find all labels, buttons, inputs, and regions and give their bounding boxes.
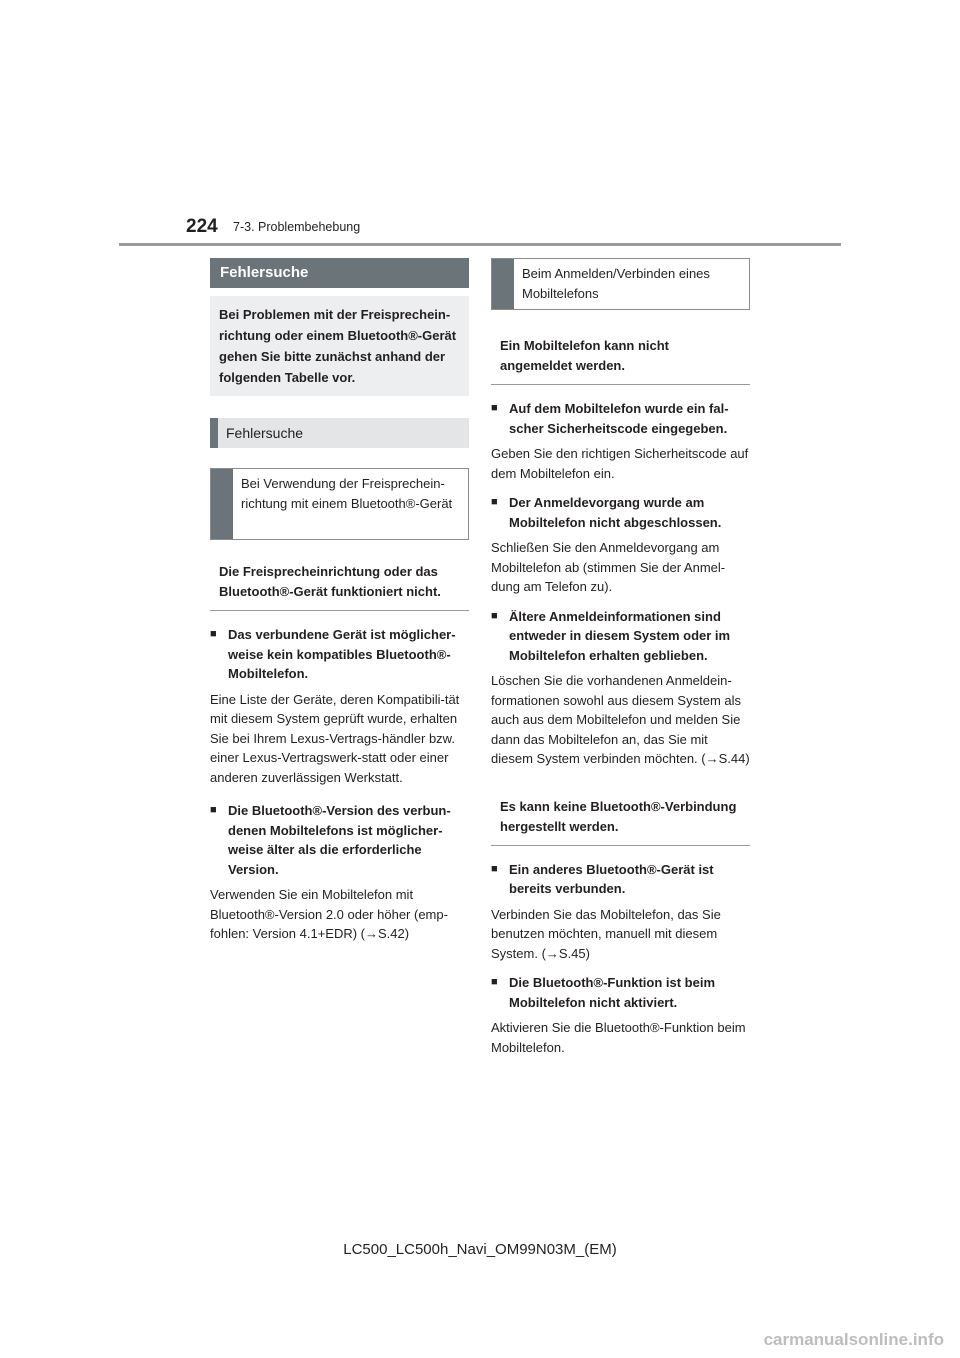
remedy-text: Verwenden Sie ein Mobiltelefon mit Bluetooth®-Version 2.0 oder höher (emp-fohlen: Version 4.1+EDR) (→S.42) xyxy=(210,887,448,941)
black-square-bullet-icon: ■ xyxy=(210,804,217,816)
cause-text: Das verbundene Gerät ist möglicher-weise kein kompatibles Bluetooth®-Mobiltelefon. xyxy=(228,627,456,681)
remedy-text: Eine Liste der Geräte, deren Kompatibili-tät mit diesem System geprüft wurde, erhalten Sie bei Ihrem Lexus-Vertrags-händler bzw. einer Lexus-Vertragswerk-statt oder einer anderen zuverlässigen Werkstatt. xyxy=(210,691,460,785)
black-square-bullet-icon: ■ xyxy=(491,976,498,988)
remedy-text: Löschen Sie die vorhandenen Anmeldein-formationen sowohl aus diesem System als auch aus dem Mobiltelefon und melden Sie dann das Mobiltelefon an, das Sie mit diesem System verbinden möchten. (→S.44) xyxy=(491,673,750,766)
cause-item xyxy=(210,625,469,684)
black-square-bullet-icon: ■ xyxy=(491,862,498,875)
remedy-text: Verbinden Sie das Mobiltelefon, das Sie benutzen möchten, manuell mit diesem System. (→S.45) xyxy=(491,906,721,961)
cause-text: Auf dem Mobiltelefon wurde ein fal-scher Sicherheitscode eingegeben. xyxy=(509,401,729,436)
cause-item xyxy=(491,607,750,666)
black-square-bullet-icon: ■ xyxy=(491,402,498,414)
remedy-text: Schließen Sie den Anmeldevorgang am Mobiltelefon ab (stimmen Sie der Anmel-dung am Telefon zu). xyxy=(491,540,726,594)
topic-bar xyxy=(211,469,233,539)
footer-code: LC500_LC500h_Navi_OM99N03M_(EM) xyxy=(343,1241,617,1258)
cause-text: Der Anmeldevorgang wurde am Mobiltelefon nicht abgeschlossen. xyxy=(509,495,722,530)
intro-box: Bei Problemen mit der Freisprechein-richtung oder einem Bluetooth®-Gerät gehen Sie bitte zunächst anhand der folgenden Tabelle vor. xyxy=(210,296,469,396)
cause-text: Ein anderes Bluetooth®-Gerät ist bereits verbunden. xyxy=(509,861,714,896)
topic-bar xyxy=(492,259,514,309)
remedy-text: Aktivieren Sie die Bluetooth®-Funktion beim Mobiltelefon. xyxy=(491,1020,746,1055)
cause-text: Die Bluetooth®-Version des verbun-denen Mobiltelefons ist möglicher-weise älter als die erforderliche Version. xyxy=(228,803,451,877)
topic-title: Beim Anmelden/Verbinden eines Mobiltelefons xyxy=(522,266,710,301)
remedy-text: Geben Sie den richtigen Sicherheitscode auf dem Mobiltelefon ein. xyxy=(491,446,749,481)
sub-heading: Fehlersuche xyxy=(210,418,469,448)
topic-title: Bei Verwendung der Freisprechein-richtung mit einem Bluetooth®-Gerät xyxy=(241,476,453,511)
left-column xyxy=(210,258,469,944)
right-column xyxy=(491,258,750,1057)
topic-box xyxy=(210,468,469,540)
header-rule xyxy=(119,243,841,246)
main-heading: Fehlersuche xyxy=(210,258,469,288)
watermark: carmanualsonline.info xyxy=(763,1330,944,1349)
black-square-bullet-icon: ■ xyxy=(210,628,217,640)
cause-text: Die Bluetooth®-Funktion ist beim Mobiltelefon nicht aktiviert. xyxy=(509,975,716,1010)
topic-box xyxy=(491,258,750,310)
cause-item xyxy=(210,801,469,879)
cause-text: Ältere Anmeldeinformationen sind entweder in diesem System oder im Mobiltelefon erhalten geblieben. xyxy=(509,608,731,663)
page-number: 224 xyxy=(186,216,218,237)
cause-item xyxy=(491,493,750,532)
cause-item xyxy=(491,973,750,1012)
problem-heading: Ein Mobiltelefon kann nicht angemeldet werden. xyxy=(491,332,750,385)
section-label: 7-3. Problembehebung xyxy=(233,220,361,234)
black-square-bullet-icon: ■ xyxy=(491,609,498,622)
problem-heading: Es kann keine Bluetooth®-Verbindung hergestellt werden. xyxy=(491,793,750,846)
problem-heading: Die Freisprecheinrichtung oder das Bluetooth®-Gerät funktioniert nicht. xyxy=(210,558,469,611)
black-square-bullet-icon: ■ xyxy=(491,496,498,508)
cause-item xyxy=(491,860,750,899)
cause-item xyxy=(491,399,750,438)
